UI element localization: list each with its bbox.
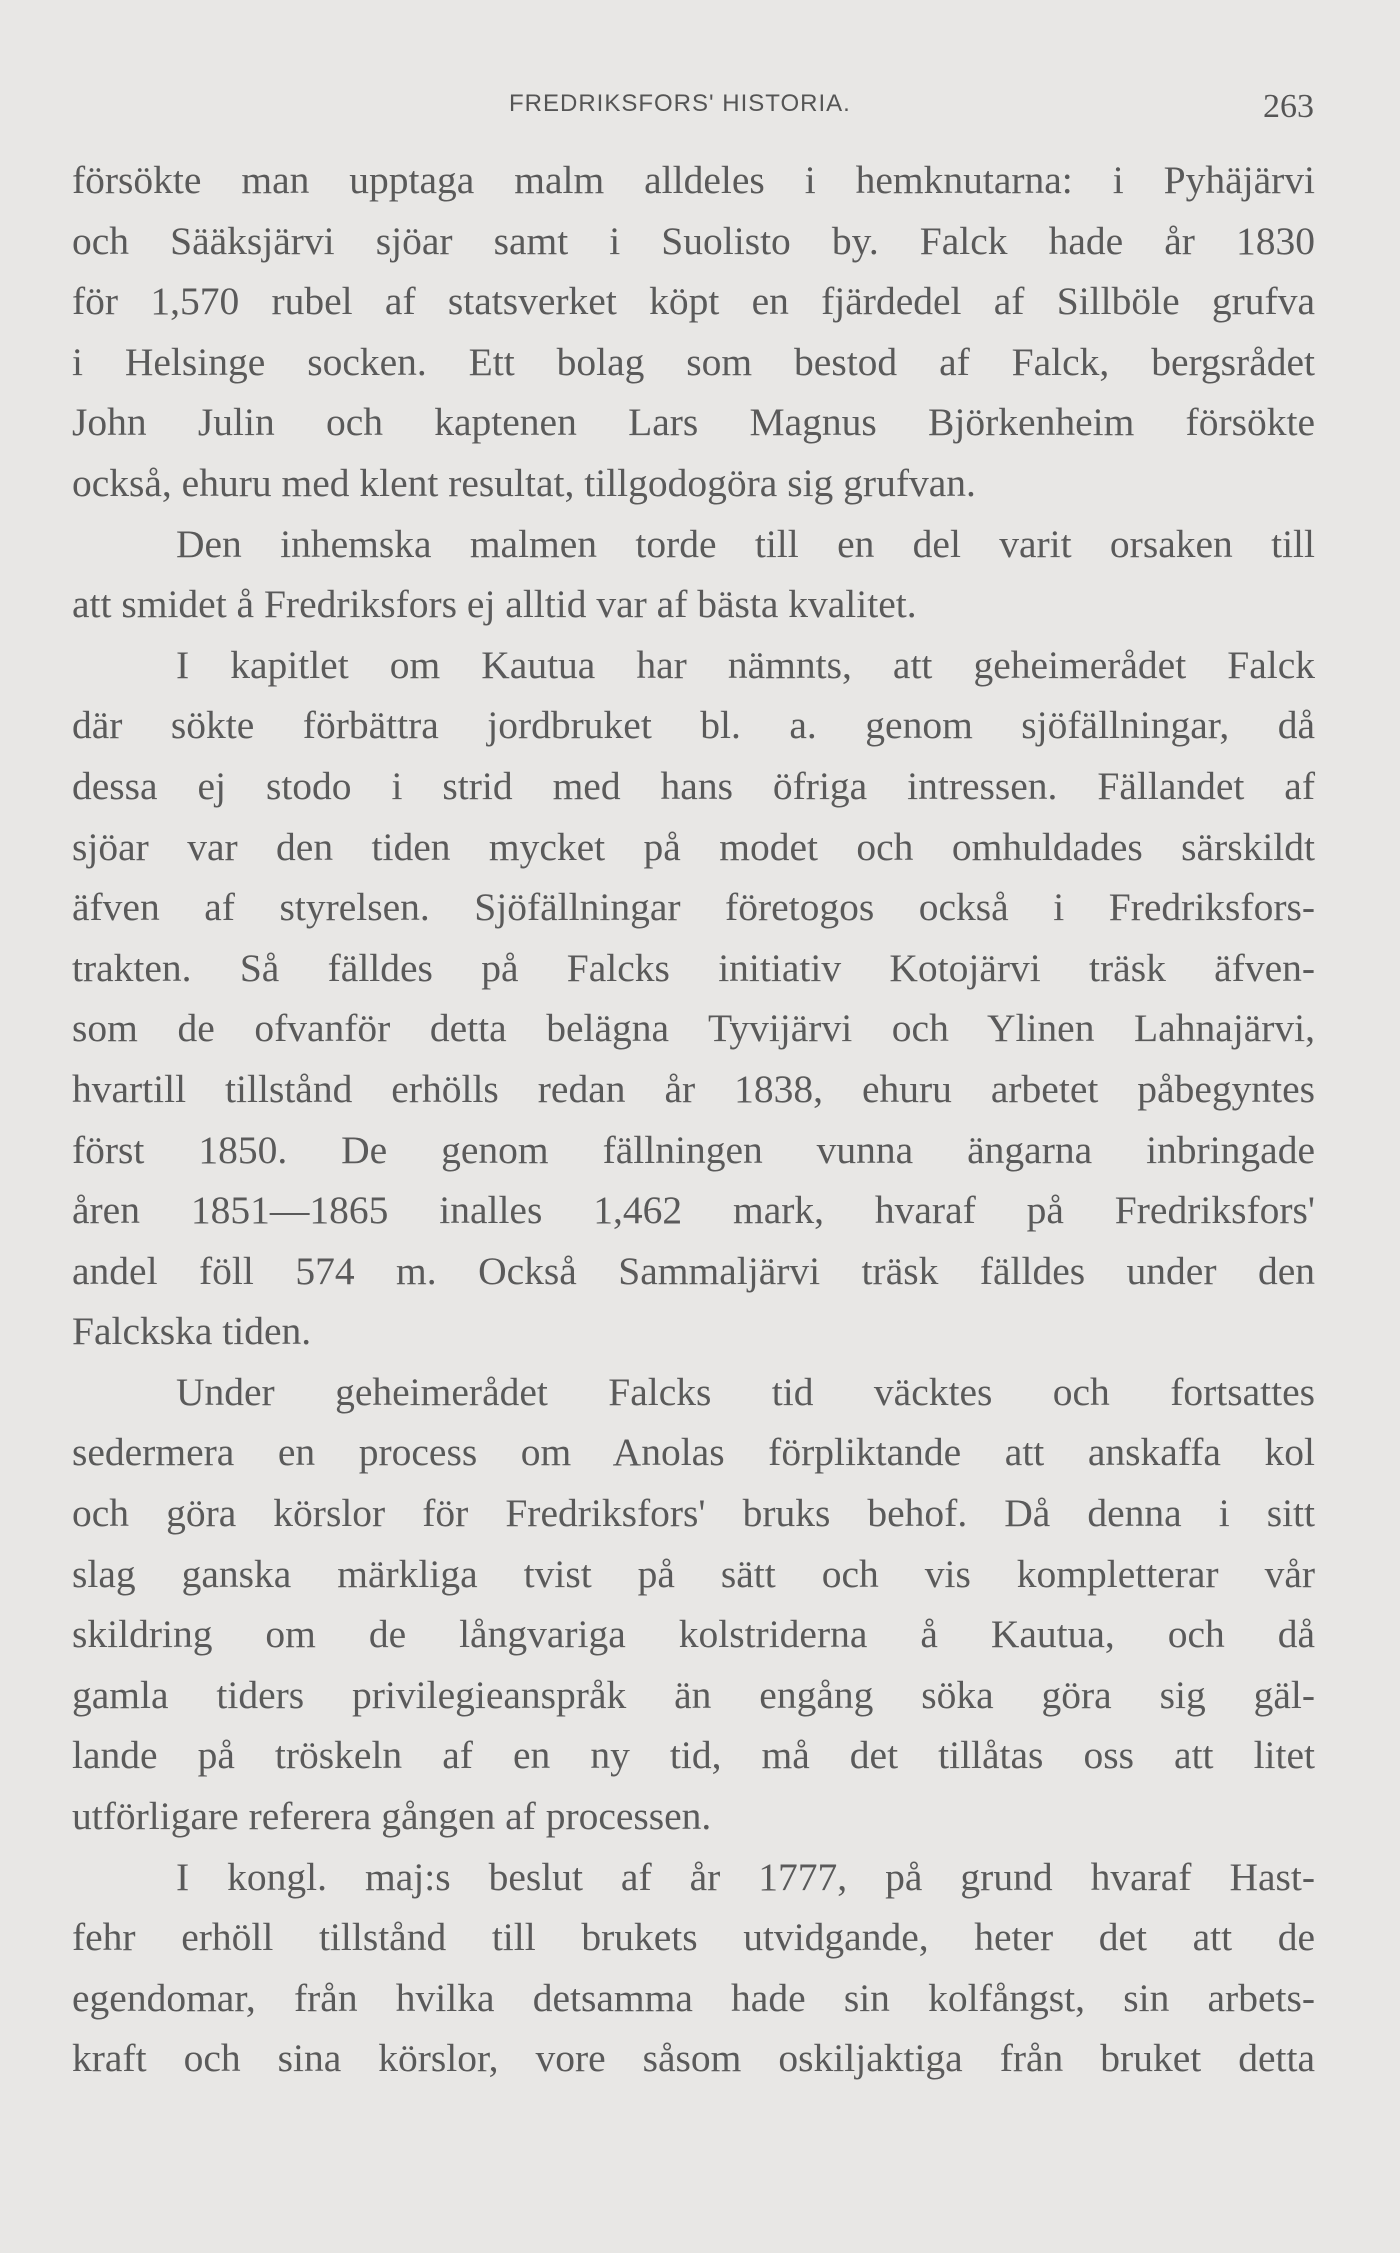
- text-line: I kongl. maj:s beslut af år 1777, på grund hvaraf Hast-: [176, 1854, 1315, 1899]
- text-line: sedermera en process om Anolas förpliktande att anskaffa kol: [72, 1430, 1315, 1475]
- text-line: egendomar, från hvilka detsamma hade sin kolfångst, sin arbets-: [72, 1975, 1315, 2020]
- text-line: i Helsinge socken. Ett bolag som bestod af Falck, bergsrådet: [72, 339, 1315, 384]
- text-line: Under geheimerådet Falcks tid väcktes och fortsattes: [176, 1369, 1315, 1414]
- text-line: åren 1851—1865 inalles 1,462 mark, hvaraf på Fredriksfors': [72, 1188, 1315, 1233]
- text-line: försökte man upptaga malm alldeles i hemknutarna: i Pyhäjärvi: [72, 158, 1315, 202]
- running-title: FREDRIKSFORS' HISTORIA.: [509, 90, 851, 117]
- text-line: John Julin och kaptenen Lars Magnus Björkenheim försökte: [72, 400, 1315, 445]
- text-line: lande på tröskeln af en ny tid, må det tillåtas oss att litet: [72, 1733, 1315, 1778]
- text-line: utförligare referera gången af processen.: [72, 1794, 712, 1839]
- text-line: dessa ej stodo i strid med hans öfriga intressen. Fällandet af: [72, 763, 1315, 808]
- text-line: och göra körslor för Fredriksfors' bruks behof. Då denna i sitt: [72, 1491, 1315, 1536]
- text-line: och Sääksjärvi sjöar samt i Suolisto by. Falck hade år 1830: [72, 218, 1315, 263]
- text-line: gamla tiders privilegieanspråk än engång söka göra sig gäl-: [72, 1672, 1315, 1717]
- text-line: först 1850. De genom fällningen vunna ängarna inbringade: [72, 1127, 1315, 1172]
- page-header: [0, 90, 1400, 130]
- text-line: sjöar var den tiden mycket på modet och omhuldades särskildt: [72, 824, 1315, 869]
- text-line: slag ganska märkliga tvist på sätt och vis kompletterar vår: [72, 1551, 1315, 1596]
- text-line: som de ofvanför detta belägna Tyvijärvi och Ylinen Lahnajärvi,: [72, 1006, 1315, 1051]
- text-line: trakten. Så fälldes på Falcks initiativ Kotojärvi träsk äfven-: [72, 945, 1315, 990]
- text-line: fehr erhöll tillstånd till brukets utvidgande, heter det att de: [72, 1915, 1315, 1960]
- text-line: också, ehuru med klent resultat, tillgodogöra sig grufvan.: [72, 460, 976, 505]
- text-line: Falckska tiden.: [72, 1309, 312, 1354]
- text-line: där sökte förbättra jordbruket bl. a. genom sjöfällningar, då: [72, 703, 1315, 748]
- text-line: hvartill tillstånd erhölls redan år 1838, ehuru arbetet påbegyntes: [72, 1066, 1315, 1111]
- page-number: 263: [1263, 88, 1314, 125]
- text-line: kraft och sina körslor, vore såsom oskiljaktiga från bruket detta: [72, 2036, 1315, 2081]
- text-line: Den inhemska malmen torde till en del varit orsaken till: [176, 521, 1315, 566]
- text-line: skildring om de långvariga kolstriderna å Kautua, och då: [72, 1612, 1315, 1657]
- text-line: äfven af styrelsen. Sjöfällningar företogos också i Fredriksfors-: [72, 885, 1315, 930]
- body-text: [72, 150, 1315, 2089]
- text-line: att smidet å Fredriksfors ej alltid var af bästa kvalitet.: [72, 582, 917, 627]
- text-line: I kapitlet om Kautua har nämnts, att geheimerådet Falck: [176, 642, 1315, 687]
- text-line: andel föll 574 m. Också Sammaljärvi träsk fälldes under den: [72, 1248, 1315, 1293]
- text-line: för 1,570 rubel af statsverket köpt en fjärdedel af Sillböle grufva: [72, 279, 1315, 324]
